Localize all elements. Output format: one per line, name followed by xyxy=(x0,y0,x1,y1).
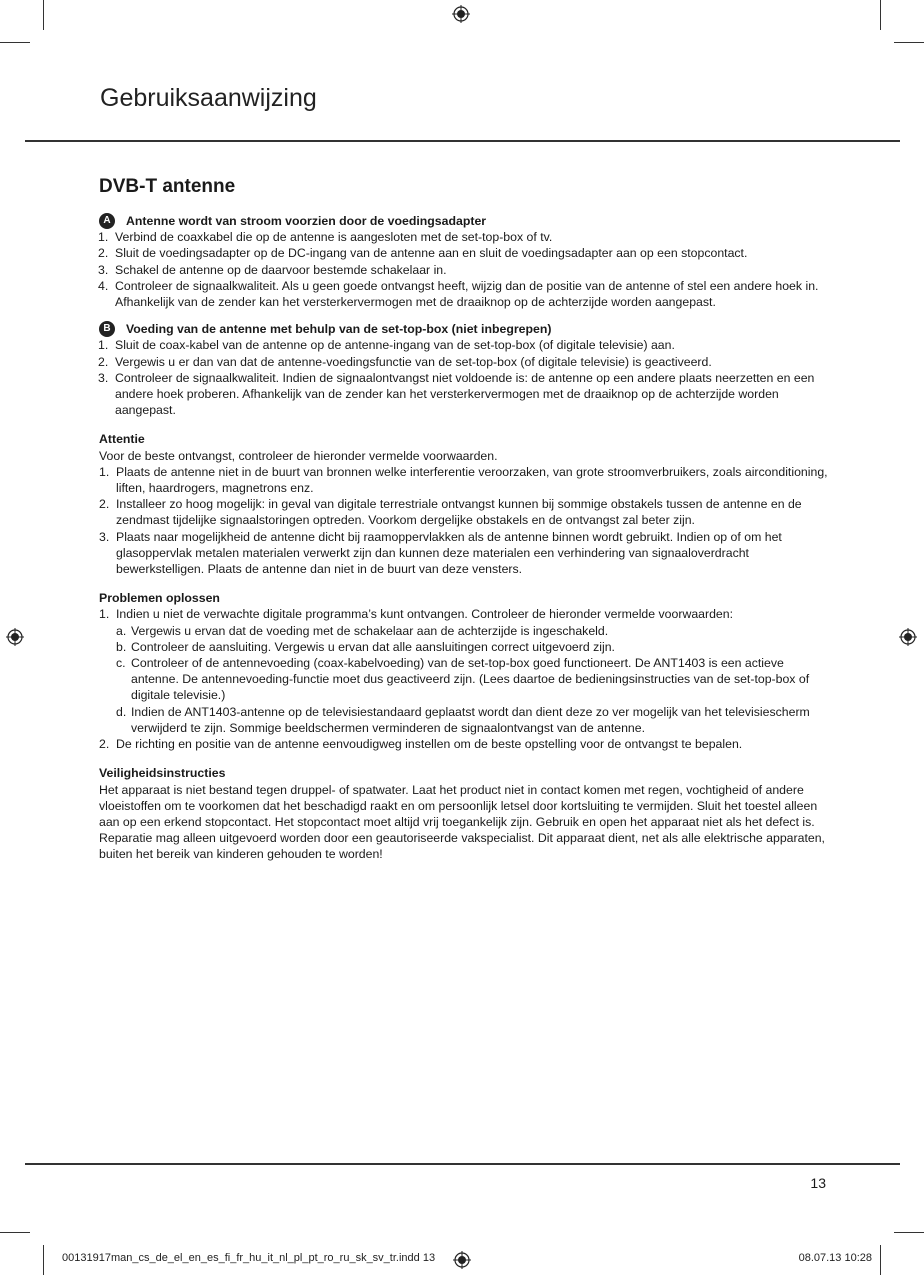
registration-mark-icon xyxy=(452,5,470,23)
item-number: 3. xyxy=(98,370,109,385)
sub-list-item xyxy=(116,704,829,736)
crop-mark xyxy=(880,0,881,30)
item-text: Sluit de coax-kabel van de antenne op de antenne-ingang van de set-top-box (of digitale televisie) aan. xyxy=(115,338,675,353)
crop-mark xyxy=(894,1232,924,1233)
veiligheid-text: Het apparaat is niet bestand tegen druppel- of spatwater. Laat het product niet in contact komen met regen, vochtigheid of andere vloeistoffen om te voorkomen dat het beschadigd raakt en om persoonlijk letsel door kortsluiting te vermijden. Sluit het toestel alleen aan op een erkend stopcontact. Het stopcontact moet altijd vrij toegankelijk zijn. Gebruik en open het apparaat niet als het defect is. Reparatie mag alleen uitgevoerd worden door een geautoriseerde vakspecialist. Dit apparaat dient, net als alle elektrische apparaten, buiten het bereik van kinderen gehouden te worden! xyxy=(99,782,825,862)
problemen-heading: Problemen oplossen xyxy=(99,591,220,606)
header-rule xyxy=(25,140,900,142)
list-item xyxy=(98,337,829,353)
item-text: Indien u niet de verwachte digitale programma’s kunt ontvangen. Controleer de hieronder vermelde voorwaarden: xyxy=(116,607,734,622)
page-header-title: Gebruiksaanwijzing xyxy=(100,84,317,112)
part-a-heading-text: Antenne wordt van stroom voorzien door de voedingsadapter xyxy=(126,214,487,228)
registration-mark-icon xyxy=(6,628,24,646)
item-number: 1. xyxy=(99,607,110,622)
footer-rule xyxy=(25,1163,900,1165)
item-number: 2. xyxy=(99,737,110,752)
part-a-list xyxy=(98,229,829,310)
list-item xyxy=(98,354,829,370)
item-text: Installeer zo hoog mogelijk: in geval van digitale terrestriale ontvangst kunnen bij sommige obstakels tussen de antenne en de zendmast tijdelijke signaalstoringen optreden. Voorkom dergelijke obstakels en de ontvangst zal beter zijn. xyxy=(116,497,802,528)
registration-mark-icon xyxy=(899,628,917,646)
badge-a-icon: A xyxy=(99,213,115,229)
veiligheid-heading: Veiligheidsinstructies xyxy=(99,766,226,781)
item-text: Controleer of de antennevoeding (coax-kabelvoeding) van de set-top-box goed functioneert. De ANT1403 is een actieve antenne. De antennevoeding-functie moet dus geactiveerd zijn. (Lees daartoe de bedieningsinstructies van de set-top-box of digitale televisie.) xyxy=(131,656,810,703)
section-title: DVB-T antenne xyxy=(99,176,236,197)
item-text: Controleer de aansluiting. Vergewis u ervan dat alle aansluitingen correct uitgevoerd zijn. xyxy=(131,639,615,654)
item-text: Schakel de antenne op de daarvoor bestemde schakelaar in. xyxy=(115,262,447,277)
document-content xyxy=(99,176,829,863)
sub-list-item xyxy=(116,623,829,639)
problemen-list xyxy=(99,606,829,752)
list-item xyxy=(99,496,829,528)
problemen-sub-list xyxy=(99,623,829,736)
item-text: Indien de ANT1403-antenne op de televisiestandaard geplaatst wordt dan dient deze zo ver mogelijk van het televisiescherm verwijderd te zijn. Sommige beeldschermen verminderen de signaalontvangst van de antenne. xyxy=(131,704,810,735)
item-number: 1. xyxy=(98,230,109,245)
part-a-heading xyxy=(99,213,829,229)
item-letter: d. xyxy=(116,704,127,719)
item-number: 1. xyxy=(99,464,110,479)
item-text: Vergewis u ervan dat de voeding met de schakelaar aan de achterzijde is ingeschakeld. xyxy=(131,623,609,638)
item-text: Verbind de coaxkabel die op de antenne is aangesloten met de set-top-box of tv. xyxy=(115,230,553,245)
item-number: 3. xyxy=(99,529,110,544)
list-item xyxy=(99,736,829,752)
attentie-intro: Voor de beste ontvangst, controleer de hieronder vermelde voorwaarden. xyxy=(99,448,498,463)
crop-mark xyxy=(894,42,924,43)
item-number: 1. xyxy=(98,338,109,353)
item-number: 2. xyxy=(98,354,109,369)
item-number: 4. xyxy=(98,278,109,293)
item-text: Plaats de antenne niet in de buurt van bronnen welke interferentie veroorzaken, van grote stroomverbruikers, zoals airconditioning, liften, haardrogers, magnetrons enz. xyxy=(116,464,828,496)
part-b-heading xyxy=(99,321,829,337)
item-number: 2. xyxy=(98,246,109,261)
item-number: 3. xyxy=(98,262,109,277)
registration-mark-icon xyxy=(453,1251,471,1269)
attentie-heading: Attentie xyxy=(99,432,145,447)
attentie-list xyxy=(99,464,829,577)
item-text: Sluit de voedingsadapter op de DC-ingang van de antenne aan en sluit de voedingsadapter aan op een stopcontact. xyxy=(115,246,748,261)
item-text: Controleer de signaalkwaliteit. Indien de signaalontvangst niet voldoende is: de antenne op een andere plaats neerzetten en een andere hoek proberen. Afhankelijk van de zender kan het versterkervermogen met de draaiknop op de achterzijde worden aangepast. xyxy=(115,370,815,418)
item-text: De richting en positie van de antenne eenvoudigweg instellen om de beste opstelling voor de ontvangst te bepalen. xyxy=(116,737,743,752)
list-item xyxy=(99,464,829,496)
item-letter: c. xyxy=(116,656,126,671)
page-number: 13 xyxy=(810,1175,826,1191)
item-letter: a. xyxy=(116,623,127,638)
sub-list-item xyxy=(116,639,829,655)
list-item xyxy=(98,370,829,419)
item-text: Controleer de signaalkwaliteit. Als u geen goede ontvangst heeft, wijzig dan de positie van de antenne of stel een andere hoek in. Afhankelijk van de zender kan het versterkervermogen met de draaiknop op de achterzijde worden aangepast. xyxy=(115,278,819,310)
part-b-list xyxy=(98,337,829,418)
item-text: Vergewis u er dan van dat de antenne-voedingsfunctie van de set-top-box (of digitale televisie) is geactiveerd. xyxy=(115,354,712,369)
item-number: 2. xyxy=(99,497,110,512)
footer-date: 08.07.13 10:28 xyxy=(798,1252,872,1264)
list-item xyxy=(99,529,829,578)
item-letter: b. xyxy=(116,639,127,654)
list-item xyxy=(98,278,829,310)
badge-b-icon: B xyxy=(99,321,115,337)
item-text: Plaats naar mogelijkheid de antenne dicht bij raamoppervlakken als de antenne binnen wordt gebruikt. Indien op of om het glasoppervlak metalen materialen verwerkt zijn dan kunnen deze materialen een verhindering van signaaloverdracht bewerkstelligen. Plaats de antenne dan niet in de buurt van deze vensters. xyxy=(116,529,782,577)
crop-mark xyxy=(43,1245,44,1275)
list-item xyxy=(99,606,829,622)
sub-list-item xyxy=(116,655,829,704)
list-item xyxy=(98,245,829,261)
list-item xyxy=(98,229,829,245)
crop-mark xyxy=(880,1245,881,1275)
crop-mark xyxy=(0,1232,30,1233)
part-b-heading-text: Voeding van de antenne met behulp van de set-top-box (niet inbegrepen) xyxy=(126,322,552,337)
footer-filename: 00131917man_cs_de_el_en_es_fi_fr_hu_it_nl_pl_pt_ro_ru_sk_sv_tr.indd 13 xyxy=(62,1252,436,1264)
crop-mark xyxy=(43,0,44,30)
list-item xyxy=(98,262,829,278)
crop-mark xyxy=(0,42,30,43)
